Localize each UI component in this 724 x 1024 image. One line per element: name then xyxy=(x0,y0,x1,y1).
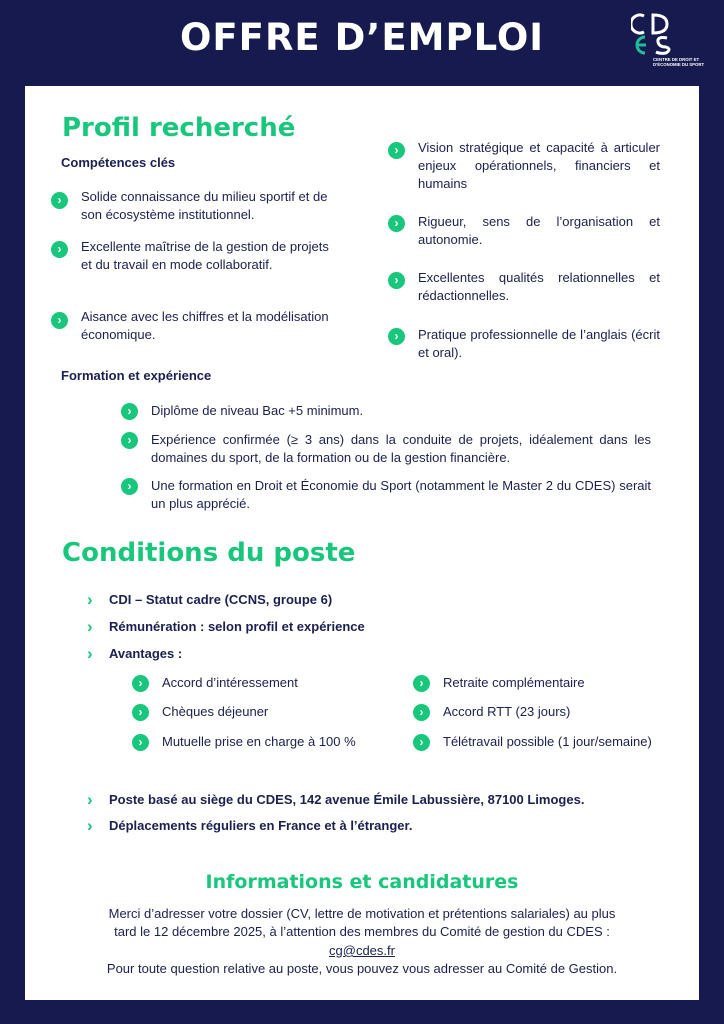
travel-text: Déplacements réguliers en France et à l’étranger. xyxy=(109,818,413,833)
chevron-circle-icon: › xyxy=(388,328,405,345)
avantage-item: Accord RTT (23 jours) xyxy=(443,704,571,719)
condition-item: CDI – Statut cadre (CCNS, groupe 6) xyxy=(109,592,333,607)
chevron-right-icon: › xyxy=(87,590,93,609)
chevron-circle-icon: › xyxy=(388,272,405,289)
contact-email-row xyxy=(25,942,699,960)
competence-item: Aisance avec les chiffres et la modélisation économique. xyxy=(81,309,329,342)
avantage-item: Accord d’intéressement xyxy=(162,675,298,690)
logo-subtitle: CENTRE DE DROIT ET D’ÉCONOMIE DU SPORT xyxy=(653,57,705,67)
section-title-contact: Informations et candidatures xyxy=(205,871,519,893)
chevron-circle-icon: › xyxy=(121,432,138,449)
section-title-profil: Profil recherché xyxy=(62,113,296,143)
page-title: OFFRE D’EMPLOI xyxy=(179,16,545,59)
contact-line-2: tard le 12 décembre 2025, à l’attention des membres du Comité de gestion du CDES : xyxy=(114,924,610,939)
competence-item: Excellente maîtrise de la gestion de projets et du travail en mode collaboratif. xyxy=(81,239,329,272)
formation-item: Diplôme de niveau Bac +5 minimum. xyxy=(151,403,364,418)
chevron-circle-icon: › xyxy=(388,215,405,232)
competence-item: Rigueur, sens de l’organisation et autonomie. xyxy=(418,214,660,247)
header-banner xyxy=(0,0,724,86)
chevron-circle-icon: › xyxy=(413,675,430,692)
competence-item: Vision stratégique et capacité à articuler enjeux opérationnels, financiers et humains xyxy=(418,140,660,191)
chevron-circle-icon: › xyxy=(132,704,149,721)
contact-line-3: Pour toute question relative au poste, vous pouvez vous adresser au Comité de Gestion. xyxy=(106,961,618,976)
chevron-circle-icon: › xyxy=(132,675,149,692)
chevron-right-icon: › xyxy=(87,617,93,636)
formation-item: Une formation en Droit et Économie du Sport (notamment le Master 2 du CDES) serait un plus apprécié. xyxy=(151,478,651,511)
content-card xyxy=(25,86,699,1000)
chevron-circle-icon: › xyxy=(121,478,138,495)
chevron-right-icon: › xyxy=(87,790,93,809)
competence-item: Solide connaissance du milieu sportif et de son écosystème institutionnel. xyxy=(81,189,328,222)
chevron-circle-icon: › xyxy=(413,704,430,721)
formation-item: Expérience confirmée (≥ 3 ans) dans la conduite de projets, idéalement dans les domaines du sport, de la formation ou de la gestion financière. xyxy=(151,432,651,465)
avantage-item: Mutuelle prise en charge à 100 % xyxy=(162,734,356,749)
competence-item: Pratique professionnelle de l’anglais (écrit et oral). xyxy=(418,327,660,360)
section-title-conditions: Conditions du poste xyxy=(62,538,356,568)
email-link[interactable]: cg@cdes.fr xyxy=(329,943,395,958)
cdes-logo-mark xyxy=(631,12,679,56)
cdes-logo xyxy=(631,12,707,78)
avantage-item: Chèques déjeuner xyxy=(162,704,269,719)
chevron-circle-icon: › xyxy=(51,241,68,258)
chevron-circle-icon: › xyxy=(121,403,138,420)
location-text: Poste basé au siège du CDES, 142 avenue Émile Labussière, 87100 Limoges. xyxy=(109,792,585,807)
chevron-right-icon: › xyxy=(87,644,93,663)
condition-item: Avantages : xyxy=(109,646,183,661)
chevron-circle-icon: › xyxy=(132,734,149,751)
chevron-circle-icon: › xyxy=(51,312,68,329)
contact-line-1: Merci d’adresser votre dossier (CV, lettre de motivation et prétentions salariales) au plus xyxy=(108,906,616,921)
chevron-circle-icon: › xyxy=(51,192,68,209)
competences-heading: Compétences clés xyxy=(61,155,176,170)
chevron-right-icon: › xyxy=(87,816,93,835)
competence-item: Excellentes qualités relationnelles et rédactionnelles. xyxy=(418,270,660,303)
condition-item: Rémunération : selon profil et expérience xyxy=(109,619,365,634)
chevron-circle-icon: › xyxy=(413,734,430,751)
chevron-circle-icon: › xyxy=(388,142,405,159)
avantage-item: Télétravail possible (1 jour/semaine) xyxy=(443,734,652,749)
avantage-item: Retraite complémentaire xyxy=(443,675,585,690)
formation-heading: Formation et expérience xyxy=(61,368,212,383)
